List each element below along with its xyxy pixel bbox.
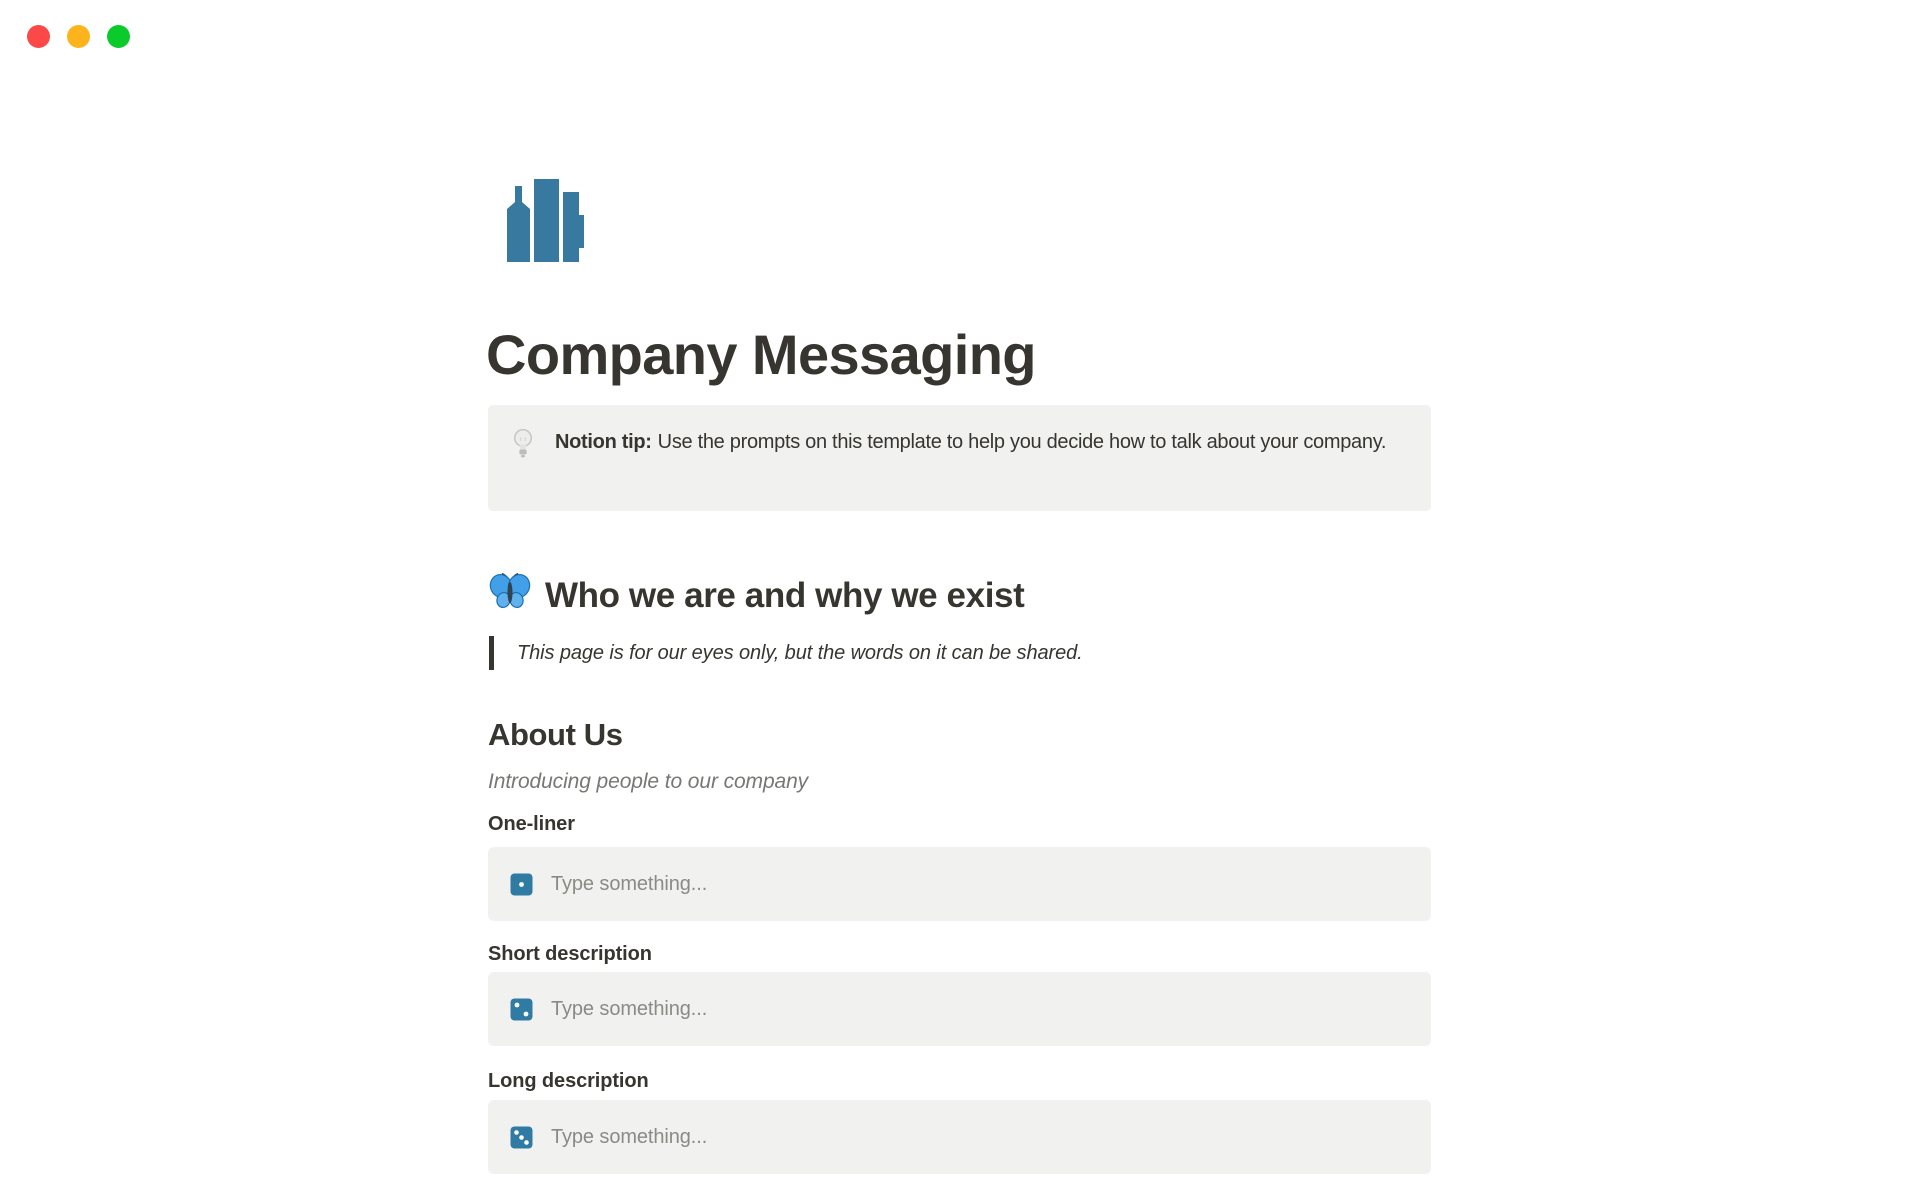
callout-text xyxy=(555,426,1386,458)
one-liner-input[interactable] xyxy=(551,873,1409,896)
minimize-button[interactable] xyxy=(67,25,90,48)
close-button[interactable] xyxy=(27,25,50,48)
die-three-icon xyxy=(510,1126,533,1149)
die-one-icon xyxy=(510,873,533,896)
zoom-button[interactable] xyxy=(107,25,130,48)
long-description-label: Long description xyxy=(488,1070,649,1092)
die-two-icon xyxy=(510,998,533,1021)
window-controls xyxy=(27,25,130,48)
long-description-input[interactable] xyxy=(551,1126,1409,1149)
one-liner-row xyxy=(488,847,1431,921)
short-description-input[interactable] xyxy=(551,998,1409,1021)
long-description-row xyxy=(488,1100,1431,1174)
short-description-label: Short description xyxy=(488,943,652,965)
butterfly-icon xyxy=(488,572,532,620)
about-heading: About Us xyxy=(488,717,623,752)
callout-bold-label: Notion tip: xyxy=(555,431,652,453)
short-description-row xyxy=(488,972,1431,1046)
section-heading-text: Who we are and why we exist xyxy=(545,576,1025,615)
section-heading xyxy=(488,572,1024,620)
city-buildings-icon[interactable] xyxy=(505,179,585,262)
light-bulb-icon xyxy=(513,428,533,464)
page-title: Company Messaging xyxy=(486,323,1036,386)
notion-tip-callout xyxy=(488,405,1431,511)
quote-block: This page is for our eyes only, but the words on it can be shared. xyxy=(489,636,1389,670)
callout-body-text: Use the prompts on this template to help you decide how to talk about your company. xyxy=(657,431,1387,453)
about-subtitle: Introducing people to our company xyxy=(488,770,809,793)
one-liner-label: One-liner xyxy=(488,813,575,835)
